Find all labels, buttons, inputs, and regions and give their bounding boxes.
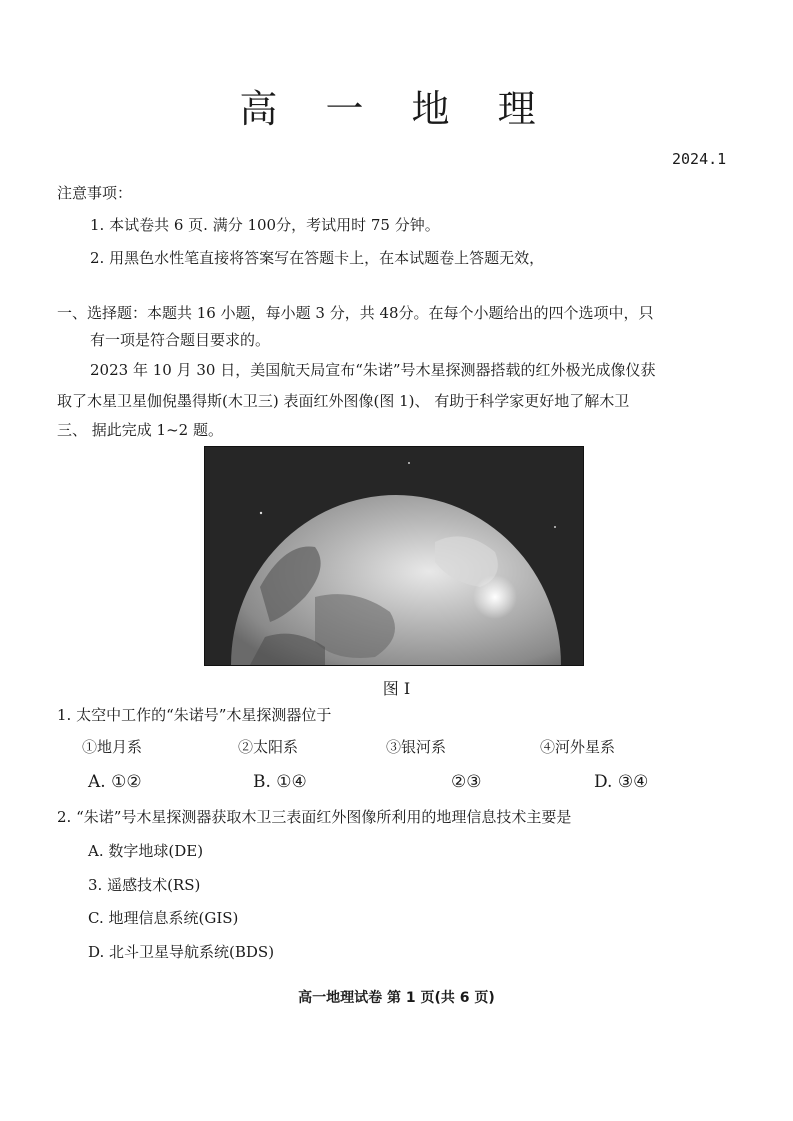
q1-option-a: A. ①②: [88, 772, 142, 792]
q2-option-b: 3. 遥感技术(RS): [88, 876, 201, 894]
passage-line-1: 2023 年 10 月 30 日，美国航天局宣布“朱诺”号木星探测器搭载的红外极光成像仪获: [90, 361, 656, 379]
q1-choice-3: ③银河系: [386, 738, 447, 756]
question-2-stem: 2. “朱诺”号木星探测器获取木卫三表面红外图像所利用的地理信息技术主要是: [57, 808, 572, 826]
section-heading-line1: 一、选择题：本题共 16 小题，每小题 3 分，共 48分。在每个小题给出的四个选项中，只: [57, 304, 654, 322]
page-title: 高 一 地 理: [239, 87, 554, 131]
page-footer: 高一地理试卷 第 1 页(共 6 页): [298, 990, 495, 1006]
ganymede-infrared-image: [204, 446, 584, 666]
notice-item-2: 2. 用黑色水性笔直接将答案写在答题卡上，在本试题卷上答题无效，: [90, 249, 545, 267]
section-heading-line2: 有一项是符合题目要求的。: [90, 331, 271, 349]
q1-option-b: B. ①④: [253, 772, 307, 792]
passage-line-2: 取了木星卫星伽倪墨得斯(木卫三) 表面红外图像(图 1)、 有助于科学家更好地了解木卫: [57, 392, 630, 410]
passage-line-3: 三、 据此完成 1~2 题。: [57, 421, 223, 439]
question-1-stem: 1. 太空中工作的“朱诺号”木星探测器位于: [57, 706, 332, 724]
q2-option-a: A. 数字地球(DE): [88, 842, 204, 860]
q1-option-c: ②③: [451, 772, 482, 792]
notice-heading: 注意事项：: [57, 184, 133, 202]
figure-caption: 图 I: [382, 679, 411, 698]
q2-option-d: D. 北斗卫星导航系统(BDS): [88, 943, 275, 961]
q1-choice-2: ②太阳系: [238, 738, 299, 756]
q2-option-c: C. 地理信息系统(GIS): [88, 909, 239, 927]
q1-option-d: D. ③④: [594, 772, 649, 792]
exam-date: 2024.1: [672, 150, 727, 168]
notice-item-1: 1. 本试卷共 6 页. 满分 100分，考试用时 75 分钟。: [90, 216, 440, 234]
q1-choice-4: ④河外星系: [540, 738, 616, 756]
q1-choice-1: ①地月系: [82, 738, 143, 756]
